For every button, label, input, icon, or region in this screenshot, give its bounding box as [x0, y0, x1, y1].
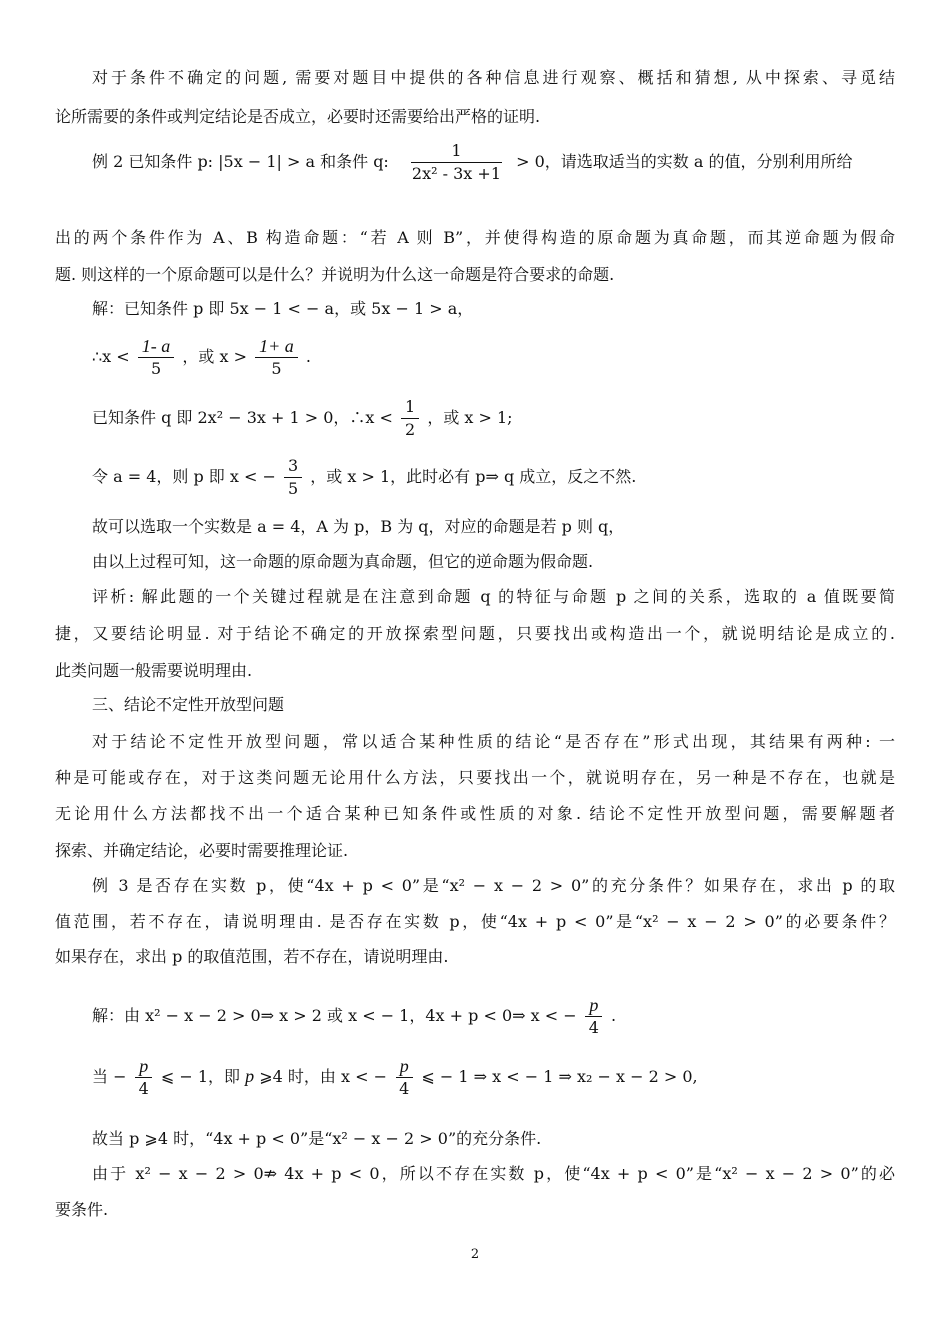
fraction-denominator: 2x² - 3x +1: [411, 164, 501, 183]
text-run: ∴x <: [92, 347, 130, 366]
paragraph-line: 论所需要的条件或判定结论是否成立，必要时还需要给出严格的证明.: [55, 107, 541, 126]
text-run: .: [611, 1006, 617, 1025]
paragraph-line: 对于条件不确定的问题, 需要对题目中提供的各种信息进行观察、概括和猜想, 从中探索、寻觅结: [92, 68, 895, 87]
paragraph-line: 故可以选取一个实数是 a = 4，A 为 p，B 为 q，对应的命题是若 p 则 q，: [92, 517, 625, 536]
text-run: ，或 x > 1，此时必有 p⇒ q 成立，反之不然.: [310, 467, 637, 486]
example-3-line: 例 3 是否存在实数 p，使“4x + p < 0”是“x² − x − 2 > 0”的充分条件？如果存在，求出 p 的取: [92, 876, 895, 895]
paragraph-line: 种是可能或存在，对于这类问题无论用什么方法，只要找出一个，就说明存在，另一种是不存在，也就是: [55, 768, 895, 787]
paragraph-line: 探索、并确定结论，必要时需要推理论证.: [55, 841, 349, 860]
fraction-numerator: 3: [284, 455, 302, 478]
variable-p: p: [245, 1066, 255, 1086]
text-run: ⩽ − 1 ⇒ x < − 1 ⇒ x₂ − x − 2 > 0,: [421, 1067, 698, 1086]
math-line: [92, 335, 895, 380]
section-heading: 三、结论不定性开放型问题: [92, 695, 285, 714]
paragraph-line: 对于结论不定性开放型问题，常以适合某种性质的结论“是否存在”形式出现，其结果有两种: 一: [92, 732, 895, 751]
text-run: ，或 x > 1;: [427, 408, 513, 427]
paragraph-line: 此类问题一般需要说明理由.: [55, 661, 253, 680]
paragraph-line: 由于 x² − x − 2 > 0⇏ 4x + p < 0，所以不存在实数 p，使“4x + p < 0”是“x² − x − 2 > 0”的必: [92, 1164, 895, 1183]
paragraph-line: 由以上过程可知，这一命题的原命题为真命题，但它的逆命题为假命题.: [92, 552, 594, 571]
fraction-denominator: 4: [138, 1079, 149, 1098]
paragraph-line: 要条件.: [55, 1200, 109, 1219]
text-run: 当 −: [92, 1067, 127, 1086]
text-run: ⩾4 时，由 x < −: [259, 1067, 388, 1086]
text-run: 已知条件 q 即 2x² − 3x + 1 > 0，∴x <: [92, 408, 393, 427]
fraction-numerator: 1- a: [138, 335, 175, 358]
text-run: 令 a = 4，则 p 即 x < −: [92, 467, 276, 486]
text-run: 解：由 x² − x − 2 > 0⇒ x > 2 或 x < − 1，4x + p < 0⇒ x < −: [92, 1006, 577, 1025]
fraction-numerator: 1: [401, 396, 419, 419]
fraction-numerator: 1+ a: [255, 335, 298, 358]
text-run: ⩽ − 1，即: [160, 1067, 241, 1086]
solution-line: 解：已知条件 p 即 5x − 1 < − a，或 5x − 1 > a，: [92, 299, 474, 318]
fraction: [401, 396, 419, 441]
paragraph-line: 题. 则这样的一个原命题可以是什么？并说明为什么这一命题是符合要求的命题.: [55, 265, 615, 284]
page-number: 2: [470, 1247, 480, 1262]
paragraph-line: 值范围，若不存在，请说明理由. 是否存在实数 p，使“4x + p < 0”是“x² − x − 2 > 0”的必要条件？: [55, 912, 895, 931]
fraction: [135, 1055, 153, 1100]
text-run: > 0，请选取适当的实数 a 的值，分别利用所给: [516, 152, 853, 171]
fraction: [395, 1055, 413, 1100]
fraction-denominator: 5: [150, 359, 162, 378]
fraction-denominator: 5: [271, 359, 282, 378]
text-run: .: [305, 347, 311, 366]
fraction-denominator: 4: [588, 1018, 599, 1037]
paragraph-line: 故当 p ⩾4 时，“4x + p < 0”是“x² − x − 2 > 0”的充分条件.: [92, 1129, 542, 1148]
paragraph-line: 评析: 解此题的一个关键过程就是在注意到命题 q 的特征与命题 p 之间的关系，选取的 a 值既要简: [92, 587, 895, 606]
math-line: [92, 994, 895, 1039]
fraction-numerator: p: [135, 1055, 152, 1078]
math-line: [92, 455, 895, 500]
fraction-denominator: 4: [399, 1079, 410, 1098]
text-run: 例 2 已知条件 p: |5x − 1| > a 和条件 q:: [92, 152, 389, 171]
paragraph-line: 出的两个条件作为 A、B 构造命题：“若 A 则 B”，并使得构造的原命题为真命题，而其逆命题为假命: [55, 228, 895, 247]
fraction-numerator: 1: [411, 140, 501, 163]
fraction: [408, 140, 505, 185]
paragraph-line: 无论用什么方法都找不出一个适合某种已知条件或性质的对象. 结论不定性开放型问题，需要解题者: [55, 804, 895, 823]
fraction: [284, 455, 302, 500]
math-line: [92, 1055, 895, 1100]
fraction-denominator: 2: [405, 420, 416, 439]
fraction: [585, 994, 603, 1039]
fraction: [255, 335, 298, 380]
example-2-statement: [92, 140, 895, 185]
fraction: [138, 335, 175, 380]
fraction-numerator: p: [396, 1055, 413, 1078]
fraction-numerator: p: [585, 994, 602, 1017]
math-line: [92, 396, 895, 441]
fraction-denominator: 5: [288, 479, 299, 498]
text-run: ，或 x >: [182, 347, 247, 366]
paragraph-line: 如果存在，求出 p 的取值范围，若不存在，请说明理由.: [55, 947, 449, 966]
paragraph-line: 捷，又要结论明显. 对于结论不确定的开放探索型问题，只要找出或构造出一个，就说明结论是成立的.: [55, 624, 895, 643]
